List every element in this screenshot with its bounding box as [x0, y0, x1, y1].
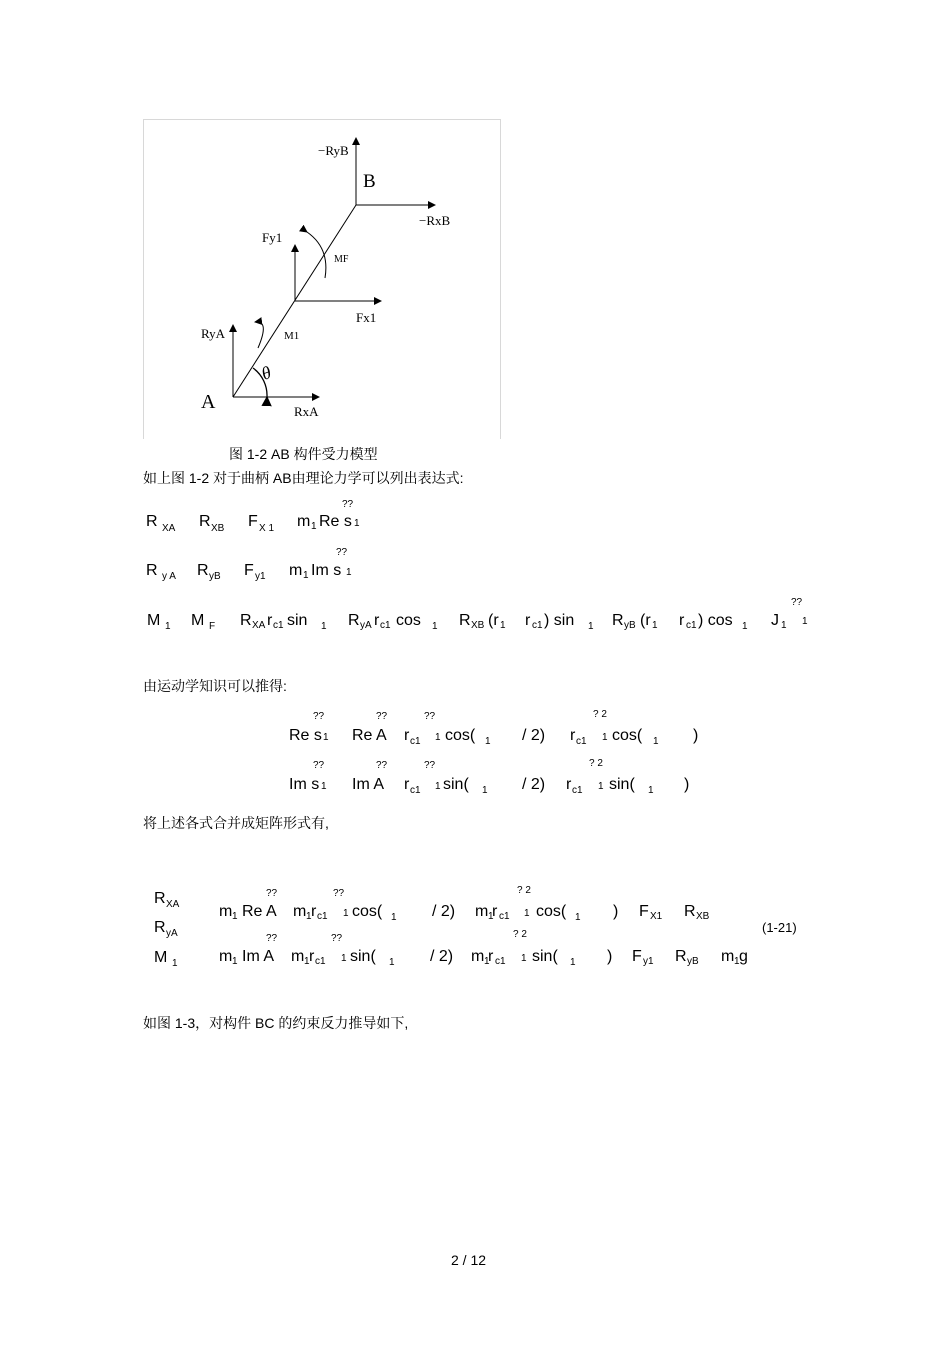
label-b: B — [363, 171, 376, 192]
label-m1: M1 — [284, 330, 300, 342]
page-number: 2 / 12 — [451, 1252, 487, 1268]
label-rya: RyA — [201, 326, 226, 341]
m1-arc — [255, 322, 263, 348]
label-theta: θ — [258, 362, 274, 384]
label-rxb: −RxB — [419, 213, 451, 228]
figure-caption: 图 1-2 AB 构件受力模型 — [229, 446, 378, 462]
label-ryb: −RyB — [318, 143, 349, 158]
paragraph-bc-intro: 如图 1-3，对构件 BC 的约束反力推导如下, — [143, 1015, 409, 1031]
mf-arc — [307, 232, 326, 278]
label-mf: MF — [334, 254, 349, 265]
label-fx1: Fx1 — [356, 310, 377, 325]
paragraph-kinematics: 由运动学知识可以推得: — [143, 678, 287, 694]
paragraph-matrix-intro: 将上述各式合并成矩阵形式有, — [143, 815, 329, 831]
label-rxa: RxA — [294, 404, 319, 419]
paragraph-intro: 如上图 1-2 对于曲柄 AB由理论力学可以列出表达式: — [143, 470, 464, 486]
force-diagram — [144, 120, 502, 440]
label-fy1: Fy1 — [262, 230, 283, 245]
figure-ab-force-model — [143, 119, 501, 439]
equation-number: (1-21) — [762, 920, 797, 935]
label-a: A — [201, 391, 216, 413]
